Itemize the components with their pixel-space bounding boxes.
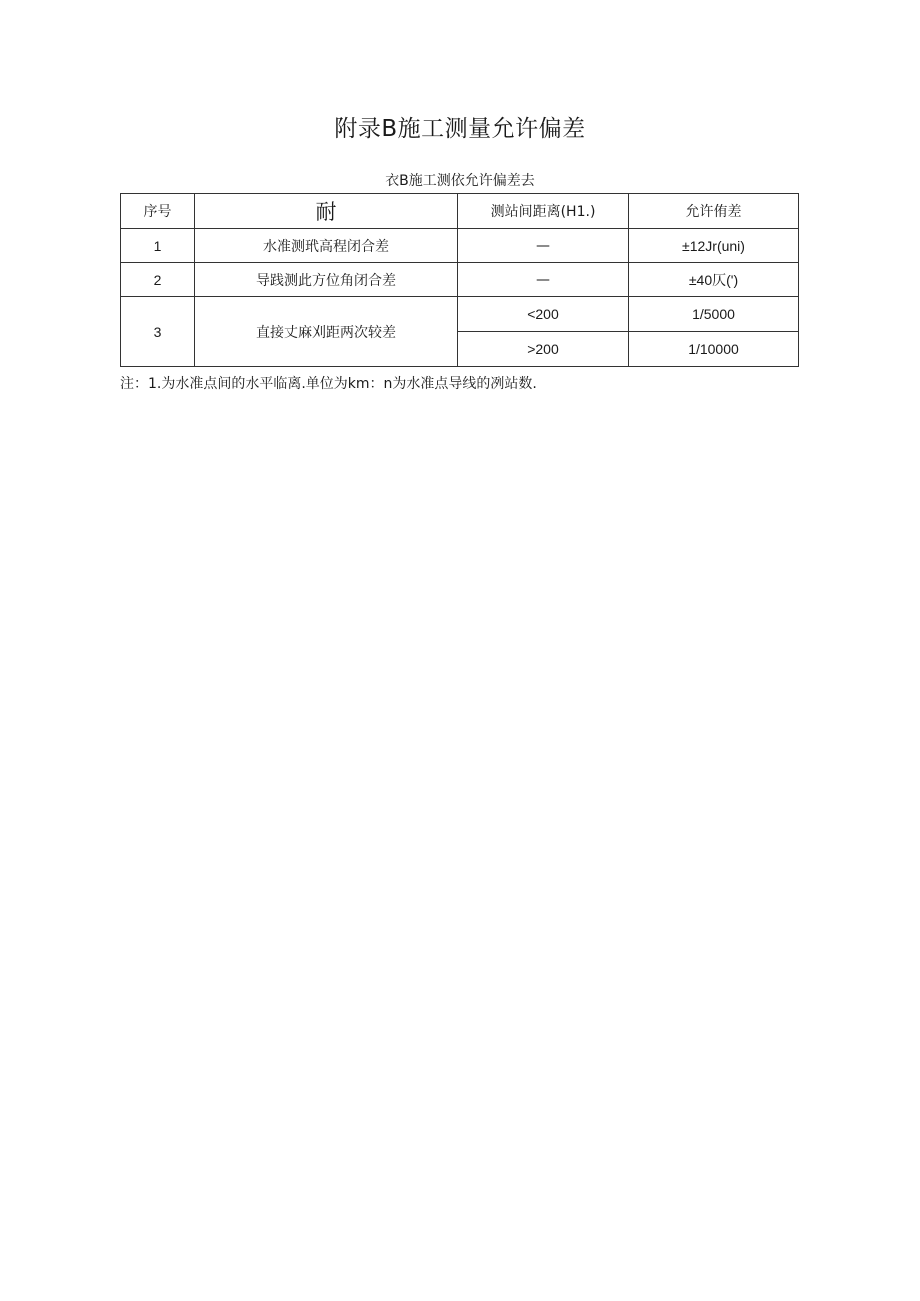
cell-no: 2 [121,263,195,297]
cell-distance: — [458,229,629,263]
header-no: 序号 [121,194,195,229]
cell-tolerance: 1/10000 [629,332,799,367]
table-note: 注：1.为水准点间的水平临离.单位为km：n为水准点导线的冽站数. [120,376,537,392]
table-row [121,263,799,297]
header-item: 耐 [195,194,458,229]
cell-tolerance: ±12Jr(uni) [629,229,799,263]
cell-distance: — [458,263,629,297]
table-row [121,229,799,263]
cell-item: 导践测此方位角闭合差 [195,263,458,297]
header-tolerance: 允许侑差 [629,194,799,229]
cell-tolerance: 1/5000 [629,297,799,332]
cell-no: 1 [121,229,195,263]
page-title: 附录B施工测量允许偏差 [334,116,586,142]
cell-no: 3 [121,297,195,367]
cell-distance: <200 [458,297,629,332]
cell-tolerance: ±40仄(') [629,263,799,297]
header-distance: 测站间距离(H1.) [458,194,629,229]
cell-distance: >200 [458,332,629,367]
cell-item: 直接丈麻刈距两次较差 [195,297,458,367]
tolerance-table [120,193,799,367]
table-caption: 衣B施工测依允许偏差去 [385,173,535,189]
table-row [121,297,799,332]
cell-item: 水准测玳高程闭合差 [195,229,458,263]
table-header-row [121,194,799,229]
